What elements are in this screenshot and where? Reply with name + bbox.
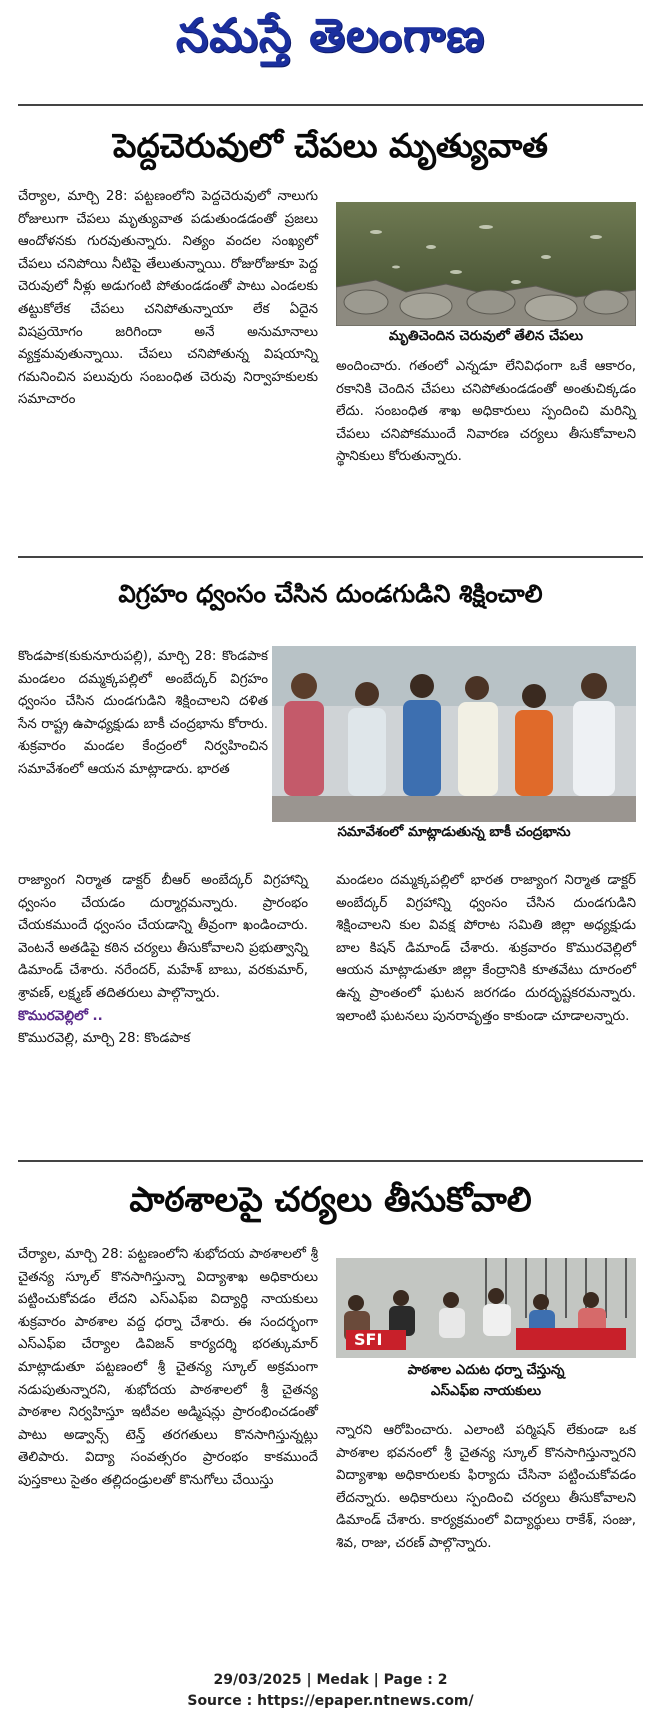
article1-photo-caption: మృతిచెందిన చెరువులో తేలిన చేపలు (336, 326, 636, 347)
article3-body-right: న్నారని ఆరోపించారు. ఎలాంటి పర్మిషన్ లేకుండా ఒక పాఠశాల భవనంలో శ్రీ చైతన్య స్కూల్ కొనసాగిస్తున్నారని విద్యాశాఖ అధికారులకు ఫిర్యాదు చేసినా పట్టించుకోవడం లేదన్నారు. అధికారులు స్పందించి చర్యలు తీసుకోవాలని డిమాండ్ చేశారు. కార్యక్రమంలో విద్యార్థులు రాకేశ్, సంజు, శివ, రాజు, చరణ్ పాల్గొన్నారు. (336, 1423, 636, 1551)
article2-subheading: కొమురవెల్లిలో .. (18, 1008, 103, 1024)
newspaper-logo: నమస్తే తెలంగాణ (175, 8, 486, 62)
protest-photo (336, 1258, 636, 1358)
article2-body-top-left: కొండపాక(కుకునూరుపల్లి), మార్చి 28: కొండపాక మండలం దమ్మక్కపల్లిలో అంబేద్కర్ విగ్రహం ధ్వంసం చేసిన దుండగుడిని శిక్షించాలని దళిత సేన రాష్ట్ర ఉపాధ్యక్షుడు బాకీ చంద్రభాను కోరారు. శుక్రవారం మండల కేంద్రంలో నిర్వహించిన సమావేశంలో ఆయన మాట్లాడారు. భారత (18, 649, 268, 777)
article2-col-top-left (18, 646, 268, 870)
fish-pond-photo (336, 202, 636, 326)
article3-caption-line2: ఎస్ఎఫ్ఐ నాయకులు (430, 1383, 542, 1399)
footer (0, 1670, 661, 1712)
article3-caption-line1: పాఠశాల ఎదుట ధర్నా చేస్తున్న (407, 1362, 565, 1378)
article2-body-tail: కొమురవెల్లి, మార్చి 28: కొండపాక (18, 1031, 191, 1047)
article3-photo-caption (336, 1360, 636, 1402)
masthead (0, 0, 661, 80)
sfi-banner-text: SFI (354, 1330, 383, 1349)
article1-col-left (18, 186, 318, 536)
article2-photo-caption: సమావేశంలో మాట్లాడుతున్న బాకీ చంద్రభాను (272, 822, 636, 843)
article3-body-left: చేర్యాల, మార్చి 28: పట్టణంలోని శుభోదయ పాఠశాలలో శ్రీ చైతన్య స్కూల్ కొనసాగిస్తున్నా విద్యాశాఖ అధికారులు పట్టించుకోవడం లేదని ఎస్ఎఫ్ఐ విద్యార్థి నాయకులు శుక్రవారం పాఠశాల వద్ద ధర్నా చేశారు. ఈ సందర్భంగా ఎస్ఎఫ్ఐ చేర్యాల డివిజన్ కార్యదర్శి భరత్కుమార్ మాట్లాడుతూ పట్టణంలో శ్రీ చైతన్య స్కూల్ అక్రమంగా నడుపుతున్నారని, శుభోదయ పాఠశాలలో శ్రీ చైతన్య పాఠశాల నిర్వహిస్తూ ఇటీవల అడ్మిషన్లు ప్రారంభించడంతో పాటు అడ్వాన్స్ టెన్త్ తరగతులు కొనసాగిస్తున్నట్లు తెలిపారు. విద్యా సంవత్సరం ప్రారంభం కాకముందే పుస్తకాలు సైతం తల్లిదండ్రులతో కొనుగోలు చేయిస్తు (18, 1247, 318, 1488)
article2-headline: విగ్రహం ధ్వంసం చేసిన దుండగుడిని శిక్షించాలి (118, 579, 543, 608)
divider (18, 104, 643, 106)
divider (18, 556, 643, 558)
article2-col-bottom-right (336, 870, 636, 1060)
article2-body-bottom-left: రాజ్యాంగ నిర్మాత డాక్టర్ బీఆర్ అంబేద్కర్ విగ్రహాన్ని ధ్వంసం చేయడం దుర్మార్గమన్నారు. ప్రారంభం చేయకముందే ధ్వంసం చేయడాన్ని తీవ్రంగా ఖండించారు. వెంటనే అతడిపై కఠిన చర్యలు తీసుకోవాలని ప్రభుత్వాన్ని డిమాండ్ చేశారు. నరేందర్, మహేశ్ బాబు, వరకుమార్, శ్రావణ్, లక్ష్మణ్ తదితరులు పాల్గొన్నారు. (18, 873, 308, 1001)
article3-col-right (336, 1420, 636, 1644)
meeting-photo (272, 646, 636, 822)
article1-col-right (336, 356, 636, 536)
article2-col-bottom-left (18, 870, 308, 1060)
article1-body-right: అందించారు. గతంలో ఎన్నడూ లేనివిధంగా ఒకే ఆకారం, రకానికి చెందిన చేపలు చనిపోతుండడంతో అంతుచిక్కడం లేదు. సంబంధిత శాఖ అధికారులు స్పందించి మరిన్ని చేపలు చనిపోకముందే నివారణ చర్యలు తీసుకోవాలని స్థానికులు కోరుతున్నారు. (336, 359, 636, 465)
article1-headline: పెద్దచెరువులో చేపలు మృత్యువాత (113, 126, 548, 165)
divider (18, 1160, 643, 1162)
footer-source-line: Source : https://epaper.ntnews.com/ (187, 1693, 474, 1709)
article1-body-left: చేర్యాల, మార్చి 28: పట్టణంలోని పెద్దచెరువులో నాలుగు రోజులుగా చేపలు మృత్యువాత పడుతుండడంతో ప్రజలు ఆందోళనకు గురవుతున్నారు. నిత్యం వందల సంఖ్యలో చేపలు చనిపోయి నీటిపై తేలుతున్నాయి. రోజురోజుకూ పెద్ద చెరువులో నీళ్లు అడుగంటి పోతుండడంతో పాటు ఎండలకు తట్టుకోలేక చేపలు చనిపోతున్నాయా లేక ఏదైన విషప్రయోగం జరిగిందా అనే అనుమానాలు వ్యక్తమవుతున్నాయి. చేపలు చనిపోతున్న విషయాన్ని గమనించిన పలువురు సంబంధిత చెరువు నిర్వాహకులకు సమాచారం (18, 189, 318, 408)
footer-date-line: 29/03/2025 | Medak | Page : 2 (213, 1672, 448, 1688)
article3-col-left (18, 1244, 318, 1644)
article2-body-bottom-right: మండలం దమ్మక్కపల్లిలో భారత రాజ్యాంగ నిర్మాత డాక్టర్ అంబేద్కర్ విగ్రహాన్ని ధ్వంసం చేసిన దుండగుడిని శిక్షించాలని కుల వివక్ష పోరాట సమితి జిల్లా అధ్యక్షుడు బాల కిషన్ డిమాండ్ చేశారు. శుక్రవారం కొమురవెల్లిలో ఆయన మాట్లాడుతూ జిల్లా కేంద్రానికి కూతవేటు దూరంలో ఉన్న ప్రాంతంలో ఘటన జరగడం దురదృష్టకరమన్నారు. ఇలాంటి ఘటనలు పునరావృత్తం కాకుండా చూడాలన్నారు. (336, 873, 636, 1024)
article3-headline: పాఠశాలపై చర్యలు తీసుకోవాలి (129, 1180, 532, 1220)
